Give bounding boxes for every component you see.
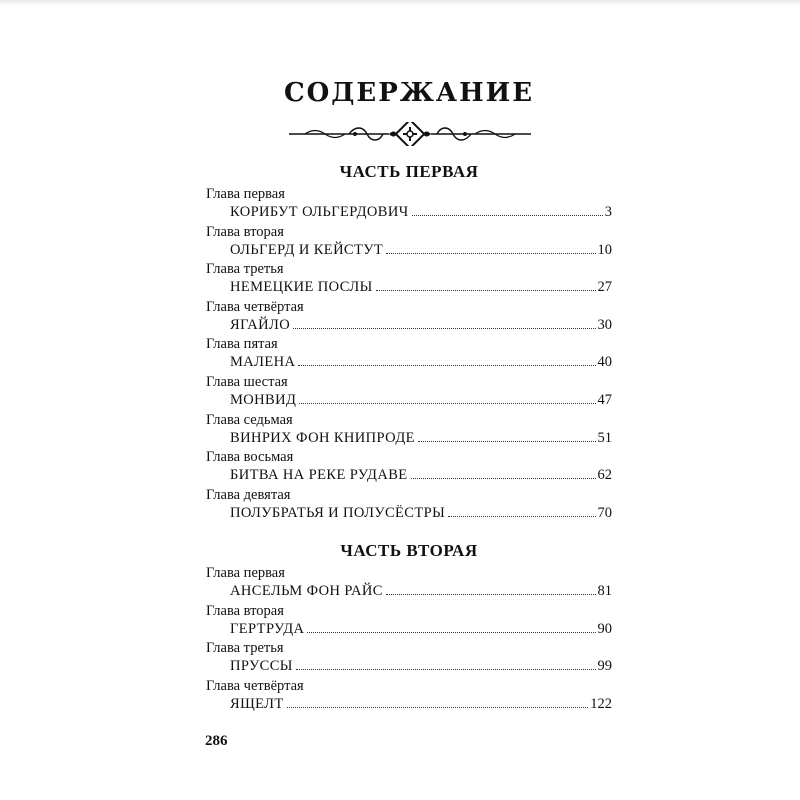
chapter-name: ЯЩЕЛТ <box>230 695 284 712</box>
page-number: 122 <box>590 695 612 712</box>
toc-part-two <box>206 565 612 715</box>
toc-entry[interactable] <box>206 186 612 224</box>
dot-leader <box>412 215 603 216</box>
toc-entry[interactable] <box>206 565 612 603</box>
page-number: 47 <box>597 391 612 408</box>
page-number: 27 <box>597 279 612 296</box>
page-number: 30 <box>597 316 612 333</box>
toc-entry[interactable] <box>206 678 612 716</box>
chapter-name: ГЕРТРУДА <box>230 620 305 637</box>
toc-entry[interactable] <box>206 224 612 262</box>
chapter-label: Глава третья <box>206 261 284 278</box>
dot-leader <box>299 403 595 404</box>
chapter-label: Глава девятая <box>206 486 291 503</box>
page-folio: 286 <box>205 733 228 749</box>
toc-entry[interactable] <box>206 299 612 337</box>
dot-leader <box>296 669 596 670</box>
toc-entry[interactable] <box>206 412 612 450</box>
chapter-name: КОРИБУТ ОЛЬГЕРДОВИЧ <box>230 204 409 220</box>
dot-leader <box>287 707 589 708</box>
chapter-label: Глава четвёртая <box>206 677 304 694</box>
chapter-label: Глава вторая <box>206 223 284 240</box>
dot-leader <box>386 594 596 595</box>
chapter-label: Глава третья <box>206 640 284 657</box>
chapter-name: ЯГАЙЛО <box>230 316 291 333</box>
ornament-divider-icon <box>285 122 535 146</box>
chapter-label: Глава шестая <box>206 373 288 390</box>
chapter-name: ПРУССЫ <box>230 658 293 675</box>
toc-entry[interactable] <box>206 374 612 412</box>
dot-leader <box>448 516 595 517</box>
page-number: 40 <box>597 354 612 371</box>
chapter-name: ОЛЬГЕРД И КЕЙСТУТ <box>230 241 384 258</box>
toc-entry[interactable] <box>206 640 612 678</box>
page-top-edge <box>0 0 800 6</box>
dot-leader <box>298 365 595 366</box>
chapter-label: Глава первая <box>206 186 285 202</box>
chapter-name: ПОЛУБРАТЬЯ И ПОЛУСЁСТРЫ <box>230 504 446 521</box>
page-number: 62 <box>597 467 612 484</box>
chapter-label: Глава седьмая <box>206 411 293 428</box>
toc-entry[interactable] <box>206 336 612 374</box>
page-number: 3 <box>604 204 612 220</box>
contents-title: СОДЕРЖАНИЕ <box>283 78 535 108</box>
dot-leader <box>376 290 596 291</box>
chapter-name: АНСЕЛЬМ ФОН РАЙС <box>230 583 383 599</box>
toc-entry[interactable] <box>206 487 612 525</box>
chapter-name: МАЛЕНА <box>230 354 296 371</box>
dot-leader <box>418 441 596 442</box>
toc-entry[interactable] <box>206 261 612 299</box>
part-one-title: ЧАСТЬ ПЕРВАЯ <box>339 162 479 181</box>
page-number: 70 <box>597 504 612 521</box>
chapter-label: Глава первая <box>206 565 285 581</box>
toc-part-one <box>206 186 612 524</box>
dot-leader <box>386 253 595 254</box>
toc-entry[interactable] <box>206 449 612 487</box>
dot-leader <box>307 632 595 633</box>
chapter-label: Глава пятая <box>206 336 278 353</box>
page-number: 81 <box>597 583 612 599</box>
page-number: 99 <box>597 658 612 675</box>
dot-leader <box>293 328 595 329</box>
toc-entry[interactable] <box>206 603 612 641</box>
dot-leader <box>411 478 596 479</box>
chapter-name: НЕМЕЦКИЕ ПОСЛЫ <box>230 279 373 296</box>
page-number: 90 <box>597 620 612 637</box>
chapter-label: Глава вторая <box>206 602 284 619</box>
page-number: 10 <box>597 241 612 258</box>
chapter-label: Глава четвёртая <box>206 298 304 315</box>
part-two-title: ЧАСТЬ ВТОРАЯ <box>340 541 478 560</box>
chapter-name: БИТВА НА РЕКЕ РУДАВЕ <box>230 467 408 484</box>
chapter-label: Глава восьмая <box>206 449 294 466</box>
page-number: 51 <box>597 429 612 446</box>
chapter-name: МОНВИД <box>230 391 297 408</box>
chapter-name: ВИНРИХ ФОН КНИПРОДЕ <box>230 429 415 446</box>
